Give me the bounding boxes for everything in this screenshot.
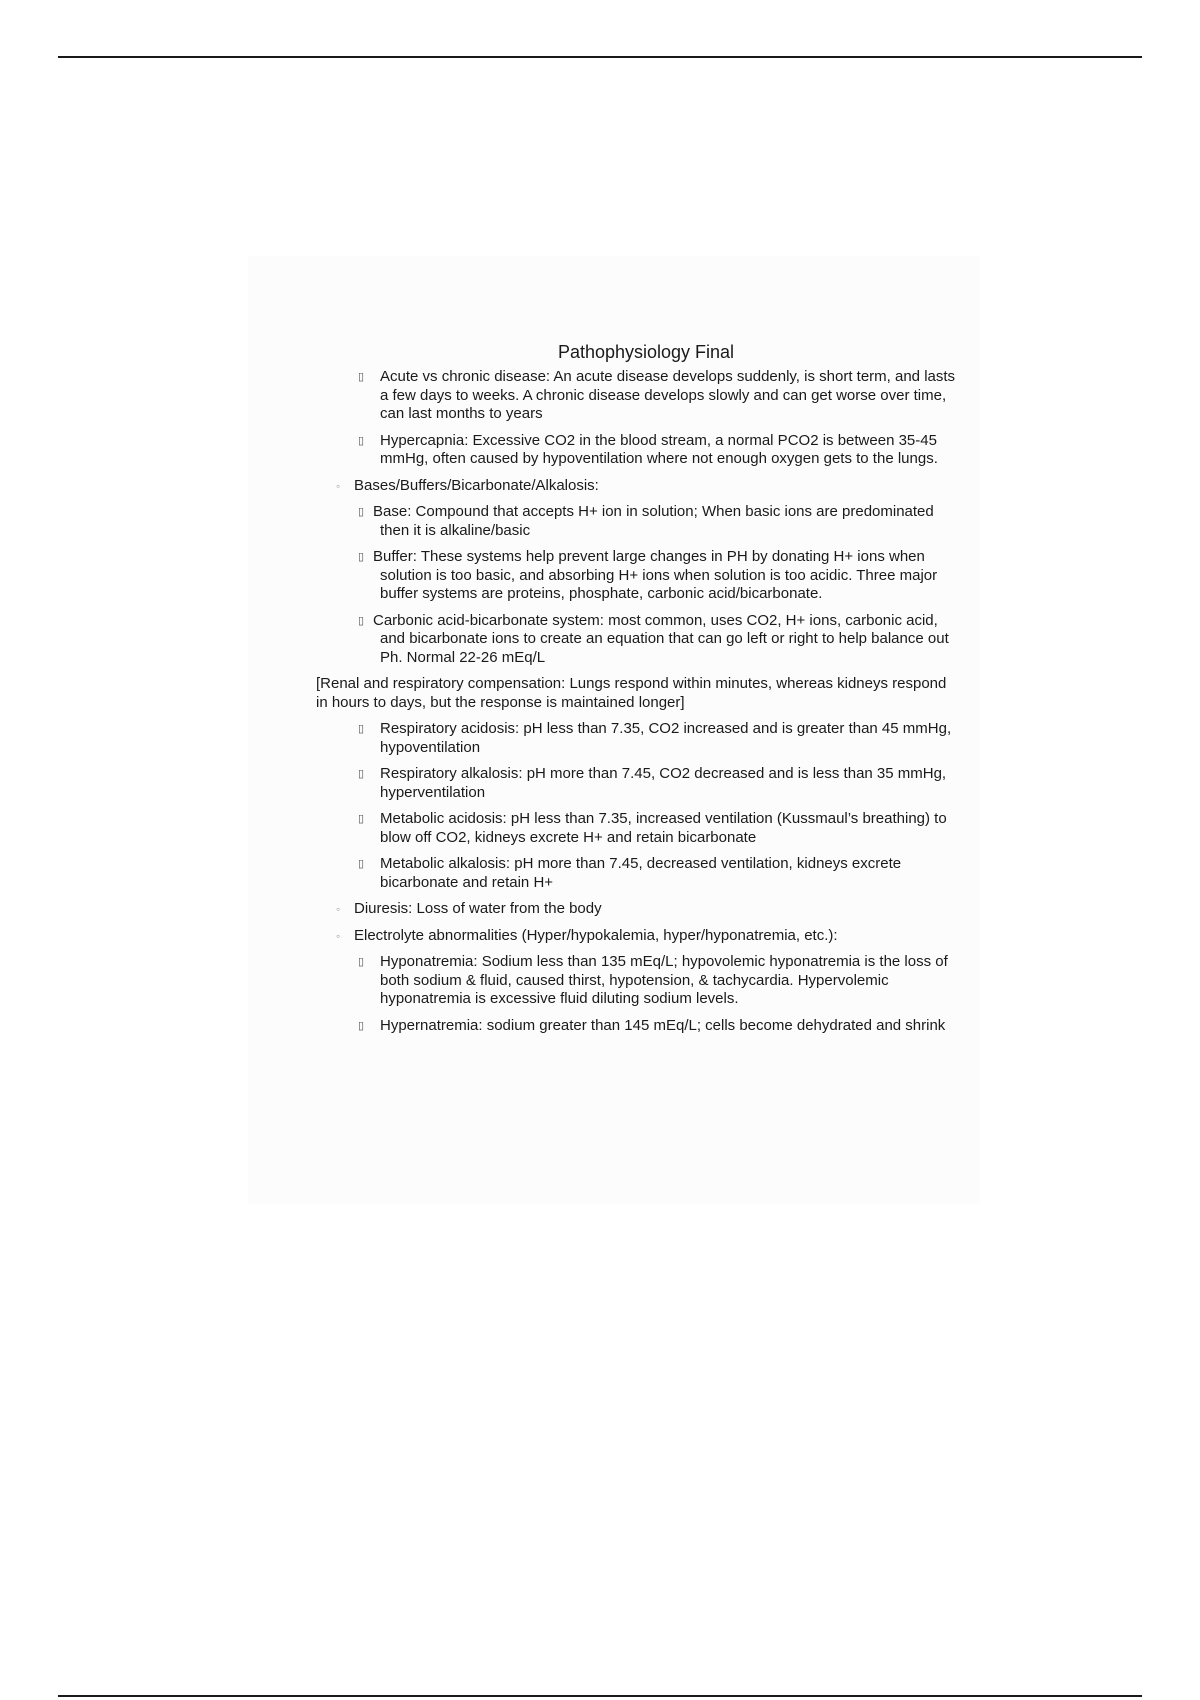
list-item: [336, 927, 956, 946]
list-item: [336, 503, 956, 540]
list-item-text: Respiratory acidosis: pH less than 7.35, CO2 increased and is greater than 45 mmHg, hypoventilation: [380, 720, 952, 756]
circle-bullet-icon: ◦: [336, 928, 341, 943]
page-top-rule: [58, 56, 1142, 58]
list-item: [336, 477, 956, 496]
square-bullet-icon: ▯: [358, 1019, 365, 1032]
list-item-text: [Renal and respiratory compensation: Lungs respond within minutes, whereas kidneys respond in hours to days, but the response is maintained longer]: [316, 675, 947, 711]
list-item-text: Diuresis: Loss of water from the body: [354, 900, 602, 917]
list-item: [336, 548, 956, 604]
list-item: [336, 953, 956, 1009]
square-bullet-icon: ▯: [358, 614, 365, 627]
list-item: [336, 612, 956, 668]
list-item-text: Metabolic acidosis: pH less than 7.35, increased ventilation (Kussmaul’s breathing) to blow off CO2, kidneys excrete H+ and retain bicarbonate: [380, 810, 947, 846]
document-content: [316, 340, 956, 1043]
list-item-text: Hypernatremia: sodium greater than 145 mEq/L; cells become dehydrated and shrink: [380, 1016, 946, 1034]
list-item-text: Electrolyte abnormalities (Hyper/hypokalemia, hyper/hyponatremia, etc.):: [354, 926, 838, 944]
list-item-text: Acute vs chronic disease: An acute disease develops suddenly, is short term, and lasts a few days to weeks. A chronic disease develops slowly and can get worse over time, can last months to years: [380, 368, 956, 422]
circle-bullet-icon: ◦: [336, 902, 341, 916]
square-bullet-icon: ▯: [358, 723, 365, 735]
square-bullet-icon: ▯: [358, 371, 365, 383]
list-item-text: Buffer: These systems help prevent large changes in PH by donating H+ ions when solution is too basic, and absorbing H+ ions when solution is too acidic. Three major buffer systems are proteins, phosphate, carbonic acid/bicarbonate.: [373, 548, 938, 602]
square-bullet-icon: ▯: [358, 956, 365, 968]
list-item-text: Carbonic acid-bicarbonate system: most common, uses CO2, H+ ions, carbonic acid, and bicarbonate ions to create an equation that can go left or right to help balance out Ph. Normal 22-26 mEq/L: [373, 611, 949, 666]
circle-bullet-icon: ◦: [336, 478, 341, 493]
list-item: [336, 900, 956, 919]
list-item-text: Metabolic alkalosis: pH more than 7.45, decreased ventilation, kidneys excrete bicarbonate and retain H+: [380, 855, 902, 891]
square-bullet-icon: ▯: [358, 768, 365, 780]
list-item-text: Base: Compound that accepts H+ ion in solution; When basic ions are predominated then it is alkaline/basic: [373, 503, 934, 539]
document-title: Pathophysiology Final: [557, 342, 735, 362]
square-bullet-icon: ▯: [358, 858, 365, 870]
list-item: [336, 765, 956, 802]
list-item: [336, 1017, 956, 1036]
square-bullet-icon: ▯: [358, 506, 365, 518]
list-item: [336, 855, 956, 892]
list-item-text: Hypercapnia: Excessive CO2 in the blood stream, a normal PCO2 is between 35-45 mmHg, often caused by hypoventilation where not enough oxygen gets to the lungs.: [380, 431, 938, 467]
list-item: [336, 368, 956, 424]
list-item: [316, 675, 956, 712]
square-bullet-icon: ▯: [358, 434, 365, 447]
list-item-text: Respiratory alkalosis: pH more than 7.45, CO2 decreased and is less than 35 mmHg, hyperventilation: [380, 765, 947, 801]
list-item: [336, 810, 956, 847]
list-item: [336, 720, 956, 757]
list-item-text: Bases/Buffers/Bicarbonate/Alkalosis:: [354, 476, 599, 494]
list-item: [336, 432, 956, 469]
page-bottom-rule: [58, 1695, 1142, 1697]
square-bullet-icon: ▯: [358, 551, 365, 563]
list-item-text: Hyponatremia: Sodium less than 135 mEq/L; hypovolemic hyponatremia is the loss of both sodium & fluid, caused thirst, hypotension, & tachycardia. Hypervolemic hyponatremia is excessive fluid diluting sodium levels.: [380, 953, 948, 1007]
square-bullet-icon: ▯: [358, 813, 365, 825]
